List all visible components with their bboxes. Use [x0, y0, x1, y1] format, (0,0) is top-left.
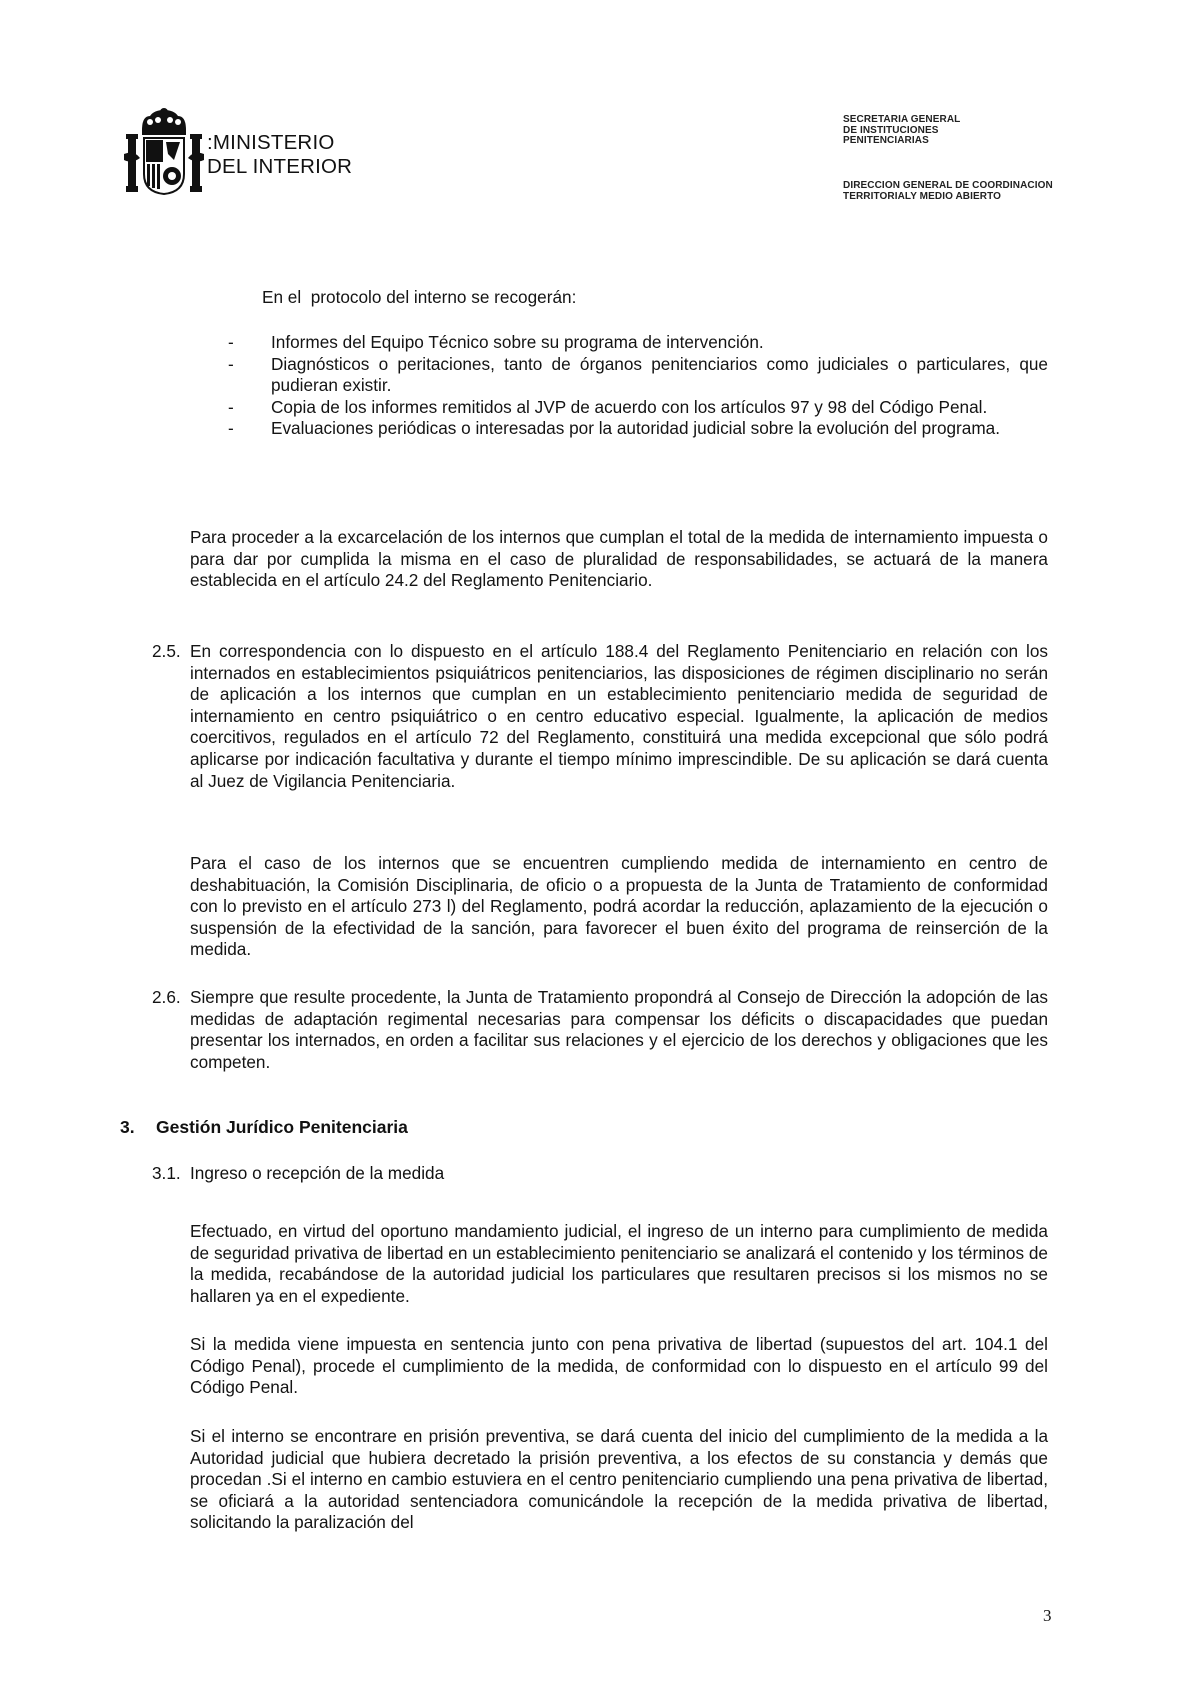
ministry-line-2: DEL INTERIOR	[207, 155, 353, 178]
subsection-3-1-heading	[152, 1163, 444, 1184]
section-3-1-paragraph: Efectuado, en virtud del oportuno mandamiento judicial, el ingreso de un interno para cumplimiento de medida de seguridad privativa de libertad en un establecimiento penitenciario se analizará el contenido y los términos de la medida, recabándose de la autoridad judicial los particulares que resultaren precisos si los mismos no se hallaren ya en el expediente.	[190, 1221, 1048, 1306]
section-2-6-text: Siempre que resulte procedente, la Junta de Tratamiento propondrá al Consejo de Dirección la adopción de las medidas de adaptación regimental necesarias para compensar los déficits o discapacidades que puedan presentar los internados, en orden a facilitar sus relaciones y el ejercicio de los derechos y obligaciones que les competen.	[190, 987, 1048, 1072]
section-2-5-text: En correspondencia con lo dispuesto en el artículo 188.4 del Reglamento Penitenciario en relación con los internados en establecimientos psiquiátricos penitenciarios, las disposiciones de régimen disciplinario no serán de aplicación a los internos que cumplan en un establecimiento penitenciario medida de seguridad de internamiento en centro psiquiátrico o en centro educativo especial. Igualmente, la aplicación de medios coercitivos, regulados en el artículo 72 del Reglamento, constituirá una medida excepcional que sólo podrá aplicarse por indicación facultativa y durante el tiempo mínimo imprescindible. De su aplicación se dará cuenta al Juez de Vigilancia Penitenciaria.	[190, 641, 1048, 791]
coat-of-arms-icon	[124, 104, 204, 196]
bullet-dash: -	[228, 353, 234, 374]
list-item-text: Informes del Equipo Técnico sobre su programa de intervención.	[271, 332, 764, 352]
list-item	[228, 354, 1048, 397]
bullet-dash: -	[228, 418, 234, 439]
subsection-number: 3.1.	[152, 1163, 181, 1183]
ministry-line-1: :MINISTERIO	[207, 131, 335, 154]
secretaria-line: DE INSTITUCIONES	[843, 124, 939, 136]
bullet-dash: -	[228, 332, 234, 352]
ministry-name	[207, 131, 352, 179]
section-title: Gestión Jurídico Penitenciaria	[156, 1117, 408, 1137]
list-item-text: Evaluaciones periódicas o interesadas por la autoridad judicial sobre la evolución del programa.	[271, 418, 1000, 439]
section-number: 3.	[120, 1117, 135, 1137]
protocol-list	[228, 332, 1048, 440]
section-number: 2.5.	[152, 641, 181, 661]
direccion-line: TERRITORIALY MEDIO ABIERTO	[843, 190, 1001, 202]
secretaria-line: SECRETARIA GENERAL	[843, 114, 961, 125]
excarcelacion-paragraph: Para proceder a la excarcelación de los internos que cumplan el total de la medida de internamiento impuesta o para dar por cumplida la misma en el caso de pluralidad de responsabilidades, se actuará de la manera establecida en el artículo 24.2 del Reglamento Penitenciario.	[190, 527, 1048, 591]
list-item-text: Copia de los informes remitidos al JVP de acuerdo con los artículos 97 y 98 del Código Penal.	[271, 396, 988, 417]
secretaria-general-heading	[843, 115, 960, 147]
list-item-text: Diagnósticos o peritaciones, tanto de órganos penitenciarios como judiciales o particulares, que pudieran existir.	[271, 353, 1048, 396]
secretaria-line: PENITENCIARIAS	[843, 135, 929, 146]
protocol-intro: En el protocolo del interno se recogerán:	[262, 287, 577, 307]
subsection-title: Ingreso o recepción de la medida	[190, 1163, 445, 1183]
list-item	[228, 332, 1048, 354]
bullet-dash: -	[228, 396, 234, 417]
section-2-5	[152, 641, 1048, 792]
section-3-1-paragraph: Si el interno se encontrare en prisión preventiva, se dará cuenta del inicio del cumplimiento de la medida a la Autoridad judicial que hubiera decretado la prisión preventiva, a los efectos de su constancia y demás que procedan .Si el interno en cambio estuviera en el centro penitenciario cumpliendo una pena privativa de libertad, se oficiará a la autoridad sentenciadora comunicándole la recepción de la medida privativa de libertad, solicitando la paralización del	[190, 1426, 1048, 1533]
list-item	[228, 397, 1048, 419]
direccion-line: DIRECCION GENERAL DE COORDINACION	[843, 180, 1053, 191]
section-3-heading	[120, 1117, 408, 1138]
page-number: 3	[1043, 1606, 1052, 1625]
section-number: 2.6.	[152, 987, 181, 1007]
list-item	[228, 418, 1048, 440]
section-3-1-paragraph: Si la medida viene impuesta en sentencia junto con pena privativa de libertad (supuestos del art. 104.1 del Código Penal), procede el cumplimiento de la medida, de conformidad con lo dispuesto en el artículo 99 del Código Penal.	[190, 1334, 1048, 1398]
section-2-6	[152, 987, 1048, 1073]
section-2-5-paragraph-2: Para el caso de los internos que se encuentren cumpliendo medida de internamiento en centro de deshabituación, la Comisión Disciplinaria, de oficio o a propuesta de la Junta de Tratamiento de conformidad con lo previsto en el artículo 273 l) del Reglamento, podrá acordar la reducción, aplazamiento de la ejecución o suspensión de la efectividad de la sanción, para favorecer el buen éxito del programa de reinserción de la medida.	[190, 853, 1048, 960]
direccion-general-heading	[843, 181, 1053, 202]
